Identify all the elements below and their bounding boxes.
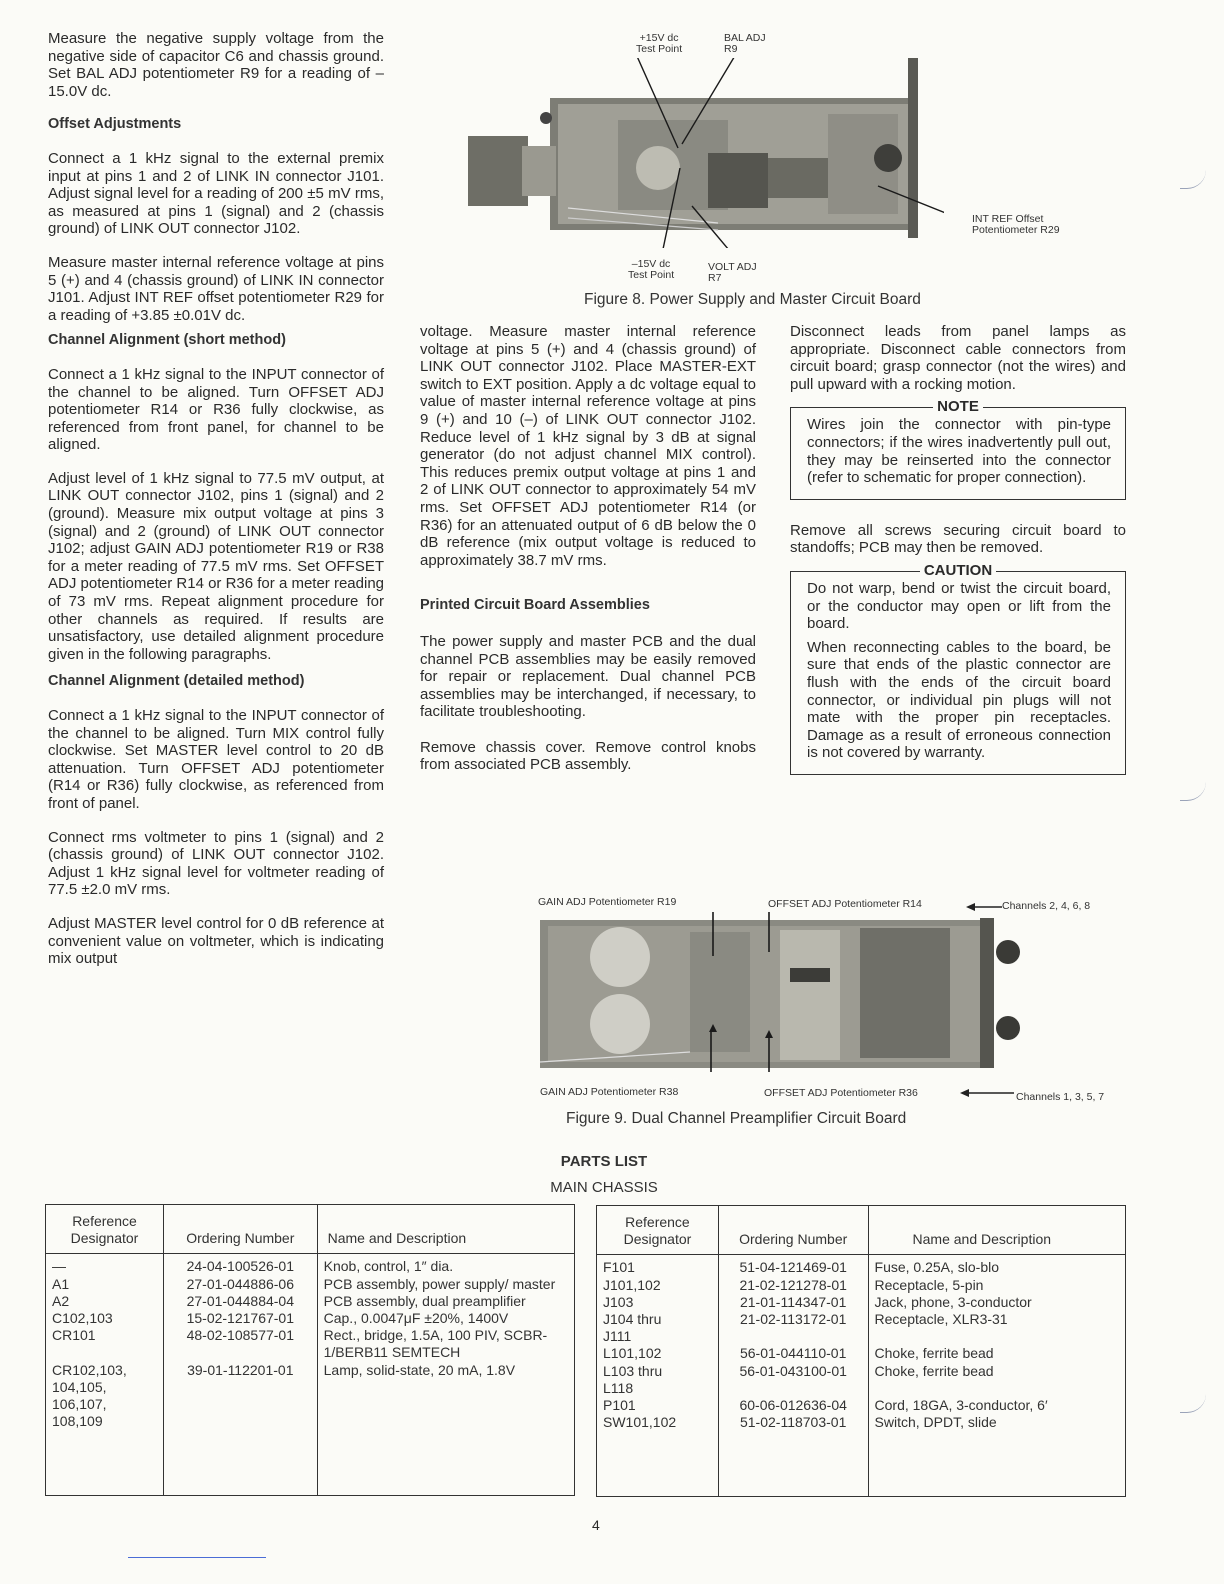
ordering-cell: 21-02-121278-01 [718,1277,868,1294]
fig9-label-gain-r19: GAIN ADJ Potentiometer R19 [538,896,677,908]
paragraph: Disconnect leads from panel lamps as appropriate. Disconnect cable connectors from circuit board; grasp connector (not the wires) and pull upward with a rocking motion. [790,323,1126,393]
name-cell: Cap., 0.0047μF ±20%, 1400V [317,1310,574,1327]
header-name-description: Name and Description [868,1206,1125,1255]
ref-cell: L103 thru L118 [597,1363,719,1397]
ref-cell: A1 [46,1276,164,1293]
ordering-cell: 39-01-112201-01 [163,1362,317,1496]
name-cell: Cord, 18GA, 3-conductor, 6′ [868,1397,1125,1414]
paragraph: Adjust level of 1 kHz signal to 77.5 mV output, at LINK OUT connector J102, pins 1 (signal) and 2 (ground). Measure mix output voltage at pins 3 (signal) and 2 (ground) of LINK OUT connector J102; adjust GAIN ADJ potentiometer R19 or R38 for a meter reading of 77.5 mV rms. Set OFFSET ADJ potentiometer R14 or R36 for a meter reading of 73 mV rms. Repeat alignment procedure for other channels as required. If results are unsatisfactory, use detailed alignment procedure given in the following paragraphs. [48,469,384,663]
note-text: Wires join the connector with pin-type connectors; if the wires inadvertently pull out, they may be reinserted into the connector (refer to schematic for proper connection). [807,416,1111,487]
fig9-label-offset-r36: OFFSET ADJ Potentiometer R36 [764,1087,918,1099]
ordering-cell: 27-01-044886-06 [163,1276,317,1293]
name-cell: Switch, DPDT, slide [868,1414,1125,1496]
ref-cell: J101,102 [597,1277,719,1294]
page-number: 4 [592,1517,600,1533]
arrow-even-icon [966,902,1002,912]
ref-cell: F101 [597,1255,719,1277]
table-row [46,1362,575,1496]
paragraph: Connect a 1 kHz signal to the INPUT connector of the channel to be aligned. Turn OFFSET ADJ potentiometer R14 or R36 fully clockwise, as referenced from front panel, for channel to be aligned. [48,365,384,454]
table-row [46,1327,575,1361]
ref-cell: C102,103 [46,1310,164,1327]
name-cell: Choke, ferrite bead [868,1363,1125,1397]
name-cell: Jack, phone, 3-conductor [868,1294,1125,1311]
caution-box [790,561,1126,775]
parts-table-left-body [46,1254,575,1496]
fig8-label-neg15v: –15V dc Test Point [628,258,675,281]
ref-cell: A2 [46,1293,164,1310]
ref-cell: J104 thru J111 [597,1311,719,1345]
fig8-label-int-ref: INT REF Offset Potentiometer R29 [972,213,1060,236]
header-ordering-number: Ordering Number [718,1206,868,1255]
paragraph: The power supply and master PCB and the dual channel PCB assemblies may be easily removed for repair or replacement. Dual channel PCB assemblies may be interchanged, if necessary, to facilitate troubleshooting. [420,632,756,721]
name-cell: Lamp, solid-state, 20 mA, 1.8V [317,1362,574,1496]
table-row [597,1311,1126,1345]
ref-cell: SW101,102 [597,1414,719,1496]
header-ordering-number: Ordering Number [163,1205,317,1254]
ordering-cell: 15-02-121767-01 [163,1310,317,1327]
arrow-odd-icon [960,1088,1014,1098]
paragraph: voltage. Measure master internal reference voltage at pins 5 (+) and 4 (chassis ground) of LINK OUT connector J102. Place MASTER-EXT switch to EXT position. Apply a dc voltage equal to value of master internal reference voltage at pins 9 (+) and 10 (–) of LINK OUT connector J102. Reduce level of 1 kHz signal by 3 dB at signal generator (do not adjust channel MIX control). This reduces premix output voltage at pins 1 and 2 of LINK OUT connector to approximately 54 mV rms. Set OFFSET ADJ potentiometer R14 (or R36) for an attenuated output of 6 dB below the 0 dB reference (mix output voltage is reduced to approximately 38.7 mV rms. [420,323,756,569]
ref-cell: P101 [597,1397,719,1414]
note-title: NOTE [933,398,983,415]
name-cell: Choke, ferrite bead [868,1345,1125,1362]
paragraph: Connect rms voltmeter to pins 1 (signal) and 2 (chassis ground) of LINK OUT connector J102. Adjust 1 kHz signal level for voltmeter reading of 77.5 ±2.0 mV rms. [48,828,384,899]
ref-cell: CR102,103, 104,105, 106,107, 108,109 [46,1362,164,1496]
section-heading-channel-alignment-short: Channel Alignment (short method) [48,332,286,349]
fig9-label-channels-even: Channels 2, 4, 6, 8 [1002,900,1091,912]
name-cell: Fuse, 0.25A, slo-blo [868,1255,1125,1277]
power-supply-board-photo [468,58,944,248]
ordering-cell: 24-04-100526-01 [163,1254,317,1276]
ref-cell: CR101 [46,1327,164,1361]
fig9-label-channels-odd: Channels 1, 3, 5, 7 [1016,1091,1105,1103]
parts-table-right-body [597,1255,1126,1497]
parts-table-left [45,1204,575,1496]
table-row [597,1414,1126,1496]
parts-table-right [596,1205,1126,1497]
header-name-description: Name and Description [317,1205,574,1254]
name-cell: PCB assembly, power supply/ master [317,1276,574,1293]
binder-hole-mark [1180,170,1206,189]
parts-list-title: PARTS LIST [560,1153,648,1170]
note-box [790,398,1126,499]
ordering-cell: 48-02-108577-01 [163,1327,317,1361]
fig8-label-volt-adj: VOLT ADJ R7 [708,261,757,284]
caution-text-1: Do not warp, bend or twist the circuit board, or the conductor may open or lift from the board. [807,579,1111,633]
ordering-cell: 56-01-043100-01 [718,1363,868,1397]
figure-8-caption: Figure 8. Power Supply and Master Circuit Board [584,291,921,308]
middle-column [420,323,756,790]
header-reference-designator: Reference Designator [597,1206,719,1255]
caution-title: CAUTION [920,562,996,579]
fig9-label-offset-r14: OFFSET ADJ Potentiometer R14 [768,898,922,910]
ordering-cell: 56-01-044110-01 [718,1345,868,1362]
paragraph: Connect a 1 kHz signal to the INPUT connector of the channel to be aligned. Turn MIX control fully clockwise. Set MASTER level control to 20 dB attenuation. Turn OFFSET ADJ potentiometer (R14 or R36) fully clockwise, as referenced from front of panel. [48,707,384,812]
ref-cell: J103 [597,1294,719,1311]
table-row [597,1363,1126,1397]
table-row [597,1397,1126,1414]
table-row [597,1294,1126,1311]
table-row [46,1293,575,1310]
section-heading-channel-alignment-detailed: Channel Alignment (detailed method) [48,673,305,690]
name-cell: Knob, control, 1″ dia. [317,1254,574,1276]
paragraph: Measure the negative supply voltage from the negative side of capacitor C6 and chassis ground. Set BAL ADJ potentiometer R9 for a reading of –15.0V dc. [48,30,384,100]
scan-artifact-line [128,1557,266,1558]
figure-9-caption: Figure 9. Dual Channel Preamplifier Circuit Board [566,1110,907,1127]
fig8-label-bal-adj: BAL ADJ R9 [724,32,766,55]
right-column [790,323,1126,795]
ref-cell: L101,102 [597,1345,719,1362]
fig8-label-pos15v: +15V dc Test Point [636,32,683,55]
table-row [597,1255,1126,1277]
ordering-cell: 21-02-113172-01 [718,1311,868,1345]
table-row [46,1310,575,1327]
section-heading-offset-adjustments: Offset Adjustments [48,116,182,133]
left-column [48,30,384,984]
ordering-cell: 60-06-012636-04 [718,1397,868,1414]
name-cell: PCB assembly, dual preamplifier [317,1293,574,1310]
caution-text-2: When reconnecting cables to the board, be sure that ends of the plastic connector are flush with the ends of the circuit board connector, or individual pin plugs will not mate with the proper pin receptacles. Damage as a result of erroneous connection is not covered by warranty. [807,638,1111,762]
table-row [46,1254,575,1276]
parts-list-subtitle: MAIN CHASSIS [550,1179,658,1196]
ordering-cell: 51-02-118703-01 [718,1414,868,1496]
ordering-cell: 21-01-114347-01 [718,1294,868,1311]
table-row [46,1276,575,1293]
ref-cell: — [46,1254,164,1276]
ordering-cell: 27-01-044884-04 [163,1293,317,1310]
name-cell: Receptacle, 5-pin [868,1277,1125,1294]
binder-hole-mark [1180,782,1206,801]
name-cell: Receptacle, XLR3-31 [868,1311,1125,1345]
paragraph: Connect a 1 kHz signal to the external premix input at pins 1 and 2 of LINK IN connector J101. Adjust signal level for a reading of 200 ±5 mV rms, as measured at pins 1 (signal) and 2 (chassis ground) of LINK OUT connector J102. [48,149,384,238]
paragraph: Remove all screws securing circuit board to standoffs; PCB may then be removed. [790,521,1126,557]
paragraph: Remove chassis cover. Remove control knobs from associated PCB assembly. [420,738,756,774]
table-row [597,1345,1126,1362]
section-heading-pcb-assemblies: Printed Circuit Board Assemblies [420,597,650,614]
table-row [597,1277,1126,1294]
fig9-label-gain-r38: GAIN ADJ Potentiometer R38 [540,1086,679,1098]
paragraph: Measure master internal reference voltage at pins 5 (+) and 4 (chassis ground) of LINK IN connector J101. Adjust INT REF offset potentiometer R29 for a reading of +3.85 ±0.01V dc. [48,253,384,324]
ordering-cell: 51-04-121469-01 [718,1255,868,1277]
header-reference-designator: Reference Designator [46,1205,164,1254]
dual-channel-board-photo [540,912,1030,1072]
binder-hole-mark [1180,1394,1206,1413]
paragraph: Adjust MASTER level control for 0 dB reference at convenient value on voltmeter, which is indicating mix output [48,914,384,968]
name-cell: Rect., bridge, 1.5A, 100 PIV, SCBR-1/BERB11 SEMTECH [317,1327,574,1361]
